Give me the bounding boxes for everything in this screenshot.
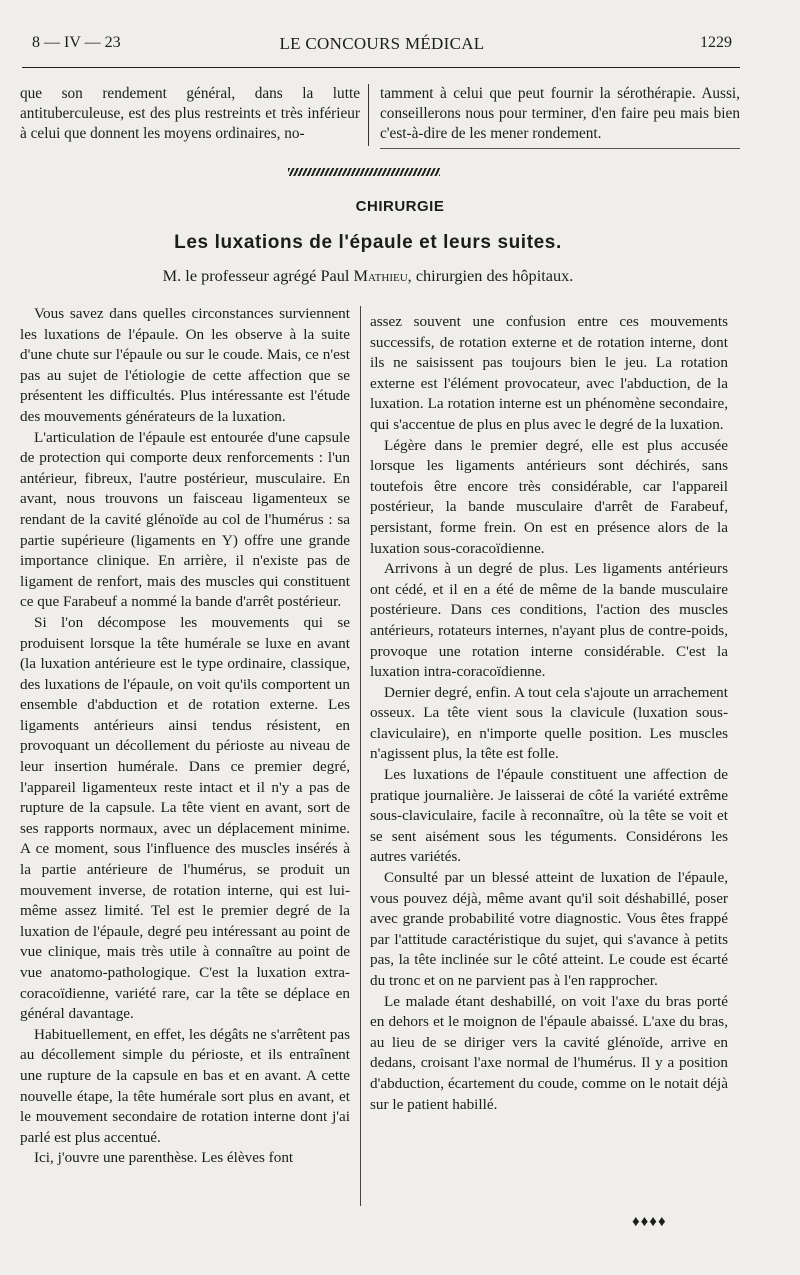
paragraph: Habituellement, en effet, les dégâts ne s'arrêtent pas au décollement simple du périoste, et ils entraînent une rupture de la capsule en bas et en avant. A cette nouvelle étape, la tête humérale sort plus en avant, et le mouvement secondaire de rotation interne dont j'ai parlé est plus accentué. [20, 1025, 350, 1146]
byline-prefix: M. le professeur agrégé Paul [162, 266, 354, 285]
paragraph: Arrivons à un degré de plus. Les ligaments antérieurs ont cédé, et il en a été de même de la bande musculaire postérieure. Dans ces conditions, l'action des muscles antérieurs, rotateurs internes, n'ayant plus de contre-poids, provoque une rotation interne considérable. C'est la luxation intra-coracoïdienne. [370, 560, 728, 681]
article-byline [0, 266, 736, 286]
section-separator-ornament [288, 168, 440, 176]
paragraph: Légère dans le premier degré, elle est plus accusée lorsque les ligaments antérieurs sont déchirés, sans toutefois être encore très considérable, car l'appareil postérieur, la bande musculaire d'arrêt de Farabeuf, persistant, forme frein. On est en présence alors de la luxation sous-coracoïdienne. [370, 436, 728, 557]
section-heading: CHIRURGIE [355, 198, 445, 215]
end-of-article-mark: ♦♦♦♦ [632, 1214, 667, 1230]
paragraph: Ici, j'ouvre une parenthèse. Les élèves font [34, 1149, 294, 1167]
author-name: Mathieu [353, 266, 408, 285]
paragraph: Les luxations de l'épaule constituent une affection de pratique journalière. Je laisserai de côté la variété extrême sous-claviculaire, facile à reconnaître, où la tête se voit et se sent aisément sous les téguments. Considérons les autres variétés. [370, 766, 728, 866]
paragraph: Vous savez dans quelles circonstances surviennent les luxations de l'épaule. On les observe à la suite d'une chute sur l'épaule ou sur le coude. Mais, ce n'est pas au sujet de l'étiologie de cette affection que se présentent les difficultés. Plus intéressante est l'étude des mouvements générateurs de la luxation. [20, 305, 350, 425]
body-column-right [370, 312, 728, 1115]
carryover-column-divider [368, 84, 369, 146]
page-number: 1229 [700, 34, 732, 51]
journal-title: LE CONCOURS MÉDICAL [279, 34, 485, 53]
byline-suffix: , chirurgien des hôpitaux. [407, 266, 574, 285]
paragraph: Le malade étant deshabillé, on voit l'axe du bras porté en dehors et le moignon de l'épaule abaissé. L'axe du bras, au lieu de se diriger vers la cavité glénoïde, arrive en dedans, croisant l'axe normal de l'humérus. Il y a position d'abduction, écartement du coude, comme on le notait déjà sur le patient habillé. [370, 992, 728, 1113]
carryover-left-text: que son rendement général, dans la lutte antituberculeuse, est des plus restreints et très inférieur à celui que donnent les moyens ordinaires, no- [20, 85, 360, 142]
carryover-end-rule [380, 148, 740, 149]
running-header [32, 34, 732, 58]
paragraph: Consulté par un blessé atteint de luxation de l'épaule, vous pouvez déjà, même avant qu'il soit déshabillé, poser avec grande probabilité votre diagnostic. Vous êtes frappé par l'attitude caractéristique du sujet, qui s'avance à petits pas, la tête inclinée sur le côté atteint. Le coude est écarté du tronc et on ne parvient pas à l'en rapprocher. [370, 869, 728, 989]
header-rule [22, 67, 740, 68]
carryover-right-text: tamment à celui que peut fournir la sérothérapie. Aussi, conseillerons nous pour terminer, d'en faire peu mais bien c'est-à-dire de les mener rondement. [380, 85, 740, 142]
body-column-left [20, 304, 350, 1169]
paragraph: L'articulation de l'épaule est entourée d'une capsule de protection qui comporte deux renforcements : l'un antérieur, fibreux, l'autre postérieur, musculaire. En avant, nous trouvons un faisceau ligamenteux se rendant de la cavité glénoïde au col de l'humérus : sa partie supérieure (ligaments en Y) offre une grande importance clinique. En arrière, il n'existe pas de ligament de renfort, mais des muscles qui constituent ce que Farabeuf a nommé la bande d'arrêt postérieur. [20, 428, 350, 611]
article-title: Les luxations de l'épaule et leurs suites. [174, 232, 562, 253]
paragraph: Si l'on décompose les mouvements qui se produisent lorsque la tête humérale se luxe en avant (la luxation antérieure est le type ordinaire, classique, des luxations de l'épaule, on voit qu'ils comportent un ensemble d'abduction et de rotation externe. Les ligaments antérieurs ainsi tendus résistent, en provoquant un décollement du périoste au niveau de leur insertion humérale. Dans ce premier degré, l'appareil ligamenteux reste intact et il n'y a pas de rupture de la capsule. La tête vient en avant, sort de ses rapports normaux, avec un déplacement minime. A ce moment, sous l'influence des muscles insérés à la partie antérieure de l'humérus, se produit un mouvement inverse, de rotation interne, qui est lui-même assez limité. Tel est le premier degré de la luxation de l'épaule, degré peu intéressant au point de vue clinique, mais très utile à connaître au point de vue anatomo-pathologique. C'est la luxation extra-coracoïdienne, variété rare, car la tête se déplace en général davantage. [20, 613, 350, 1023]
paragraph: assez souvent une confusion entre ces mouvements successifs, de rotation externe et de rotation interne, dont ils ne saisissent pas toujours bien le jeu. La rotation externe est l'élément provocateur, avec l'abduction, de la luxation. La rotation interne est un phénomène secondaire, qui s'accentue de plus en plus avec le degré de la luxation. [370, 313, 728, 433]
column-divider [360, 306, 361, 1206]
issue-date: 8 — IV — 23 [32, 34, 121, 51]
paragraph: Dernier degré, enfin. A tout cela s'ajoute un arrachement osseux. La tête vient sous la clavicule (luxation sous-claviculaire), en n'importe quelle position. Les muscles n'agissent plus, la tête est folle. [370, 683, 728, 763]
